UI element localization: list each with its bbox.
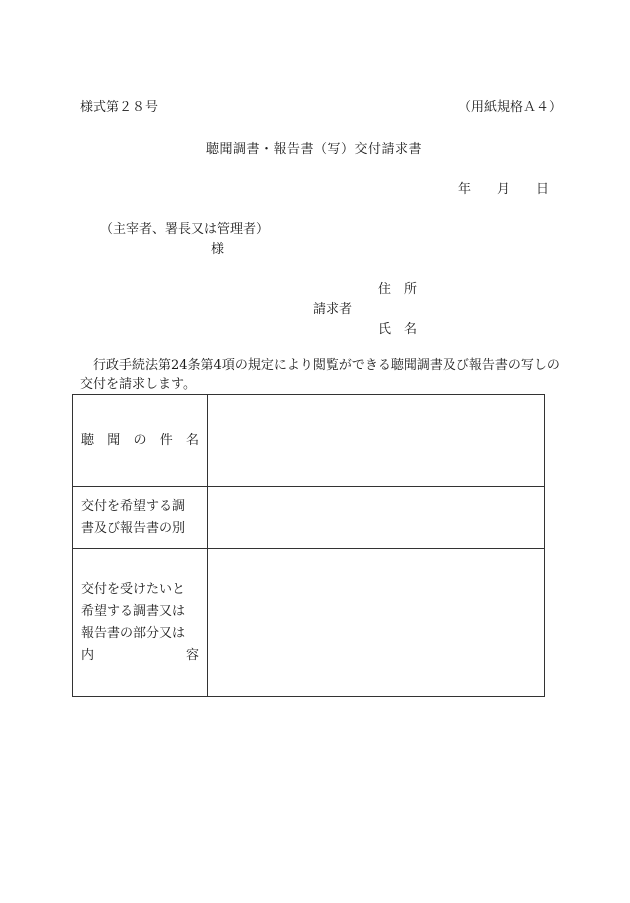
date-line — [458, 178, 549, 197]
label-char: 名 — [185, 432, 199, 448]
label-line: 希望する調書又は — [81, 603, 186, 619]
form-number: 様式第２８号 — [80, 100, 159, 115]
date-year: 年 — [458, 182, 472, 197]
name-label: 氏 名 — [378, 322, 418, 337]
requester-label: 請求者 — [313, 302, 353, 317]
table-row-requested-content — [73, 549, 545, 697]
label-char: 聞 — [107, 432, 121, 448]
paper-size-note: （用紙規格Ａ４） — [458, 100, 563, 115]
document-title: 聴聞調書・報告書（写）交付請求書 — [206, 142, 423, 157]
hearing-name-label — [73, 395, 208, 487]
document-type-label — [73, 487, 208, 549]
label-char: 件 — [159, 432, 173, 448]
label-line: 報告書の部分又は — [81, 625, 186, 641]
table-row-document-type — [73, 487, 545, 549]
hearing-name-field[interactable] — [208, 395, 545, 487]
addressee-title: （主宰者、署長又は管理者） — [100, 222, 270, 237]
label-line: 交付を受けたいと — [81, 581, 186, 597]
table-row-hearing-name — [73, 395, 545, 487]
address-label: 住 所 — [378, 282, 418, 297]
requested-content-field[interactable] — [208, 549, 545, 697]
label-char: 聴 — [81, 432, 95, 448]
request-statement — [80, 356, 590, 394]
date-day: 日 — [536, 182, 550, 197]
request-statement-line-2: 交付を請求します。 — [80, 377, 196, 392]
requested-content-label — [73, 549, 208, 697]
label-line: 交付を希望する調 — [81, 498, 186, 514]
document-type-field[interactable] — [208, 487, 545, 549]
label-line: 書及び報告書の別 — [81, 520, 186, 536]
request-table — [72, 394, 545, 697]
label-char: 内 — [81, 647, 95, 663]
label-char: の — [133, 432, 147, 448]
addressee-honorific: 様 — [211, 242, 225, 257]
request-statement-line-1: 行政手続法第24条第4項の規定により閲覧ができる聴聞調書及び報告書の写しの — [93, 358, 560, 373]
label-char: 容 — [185, 647, 199, 663]
label-line — [81, 645, 199, 667]
date-month: 月 — [497, 182, 511, 197]
